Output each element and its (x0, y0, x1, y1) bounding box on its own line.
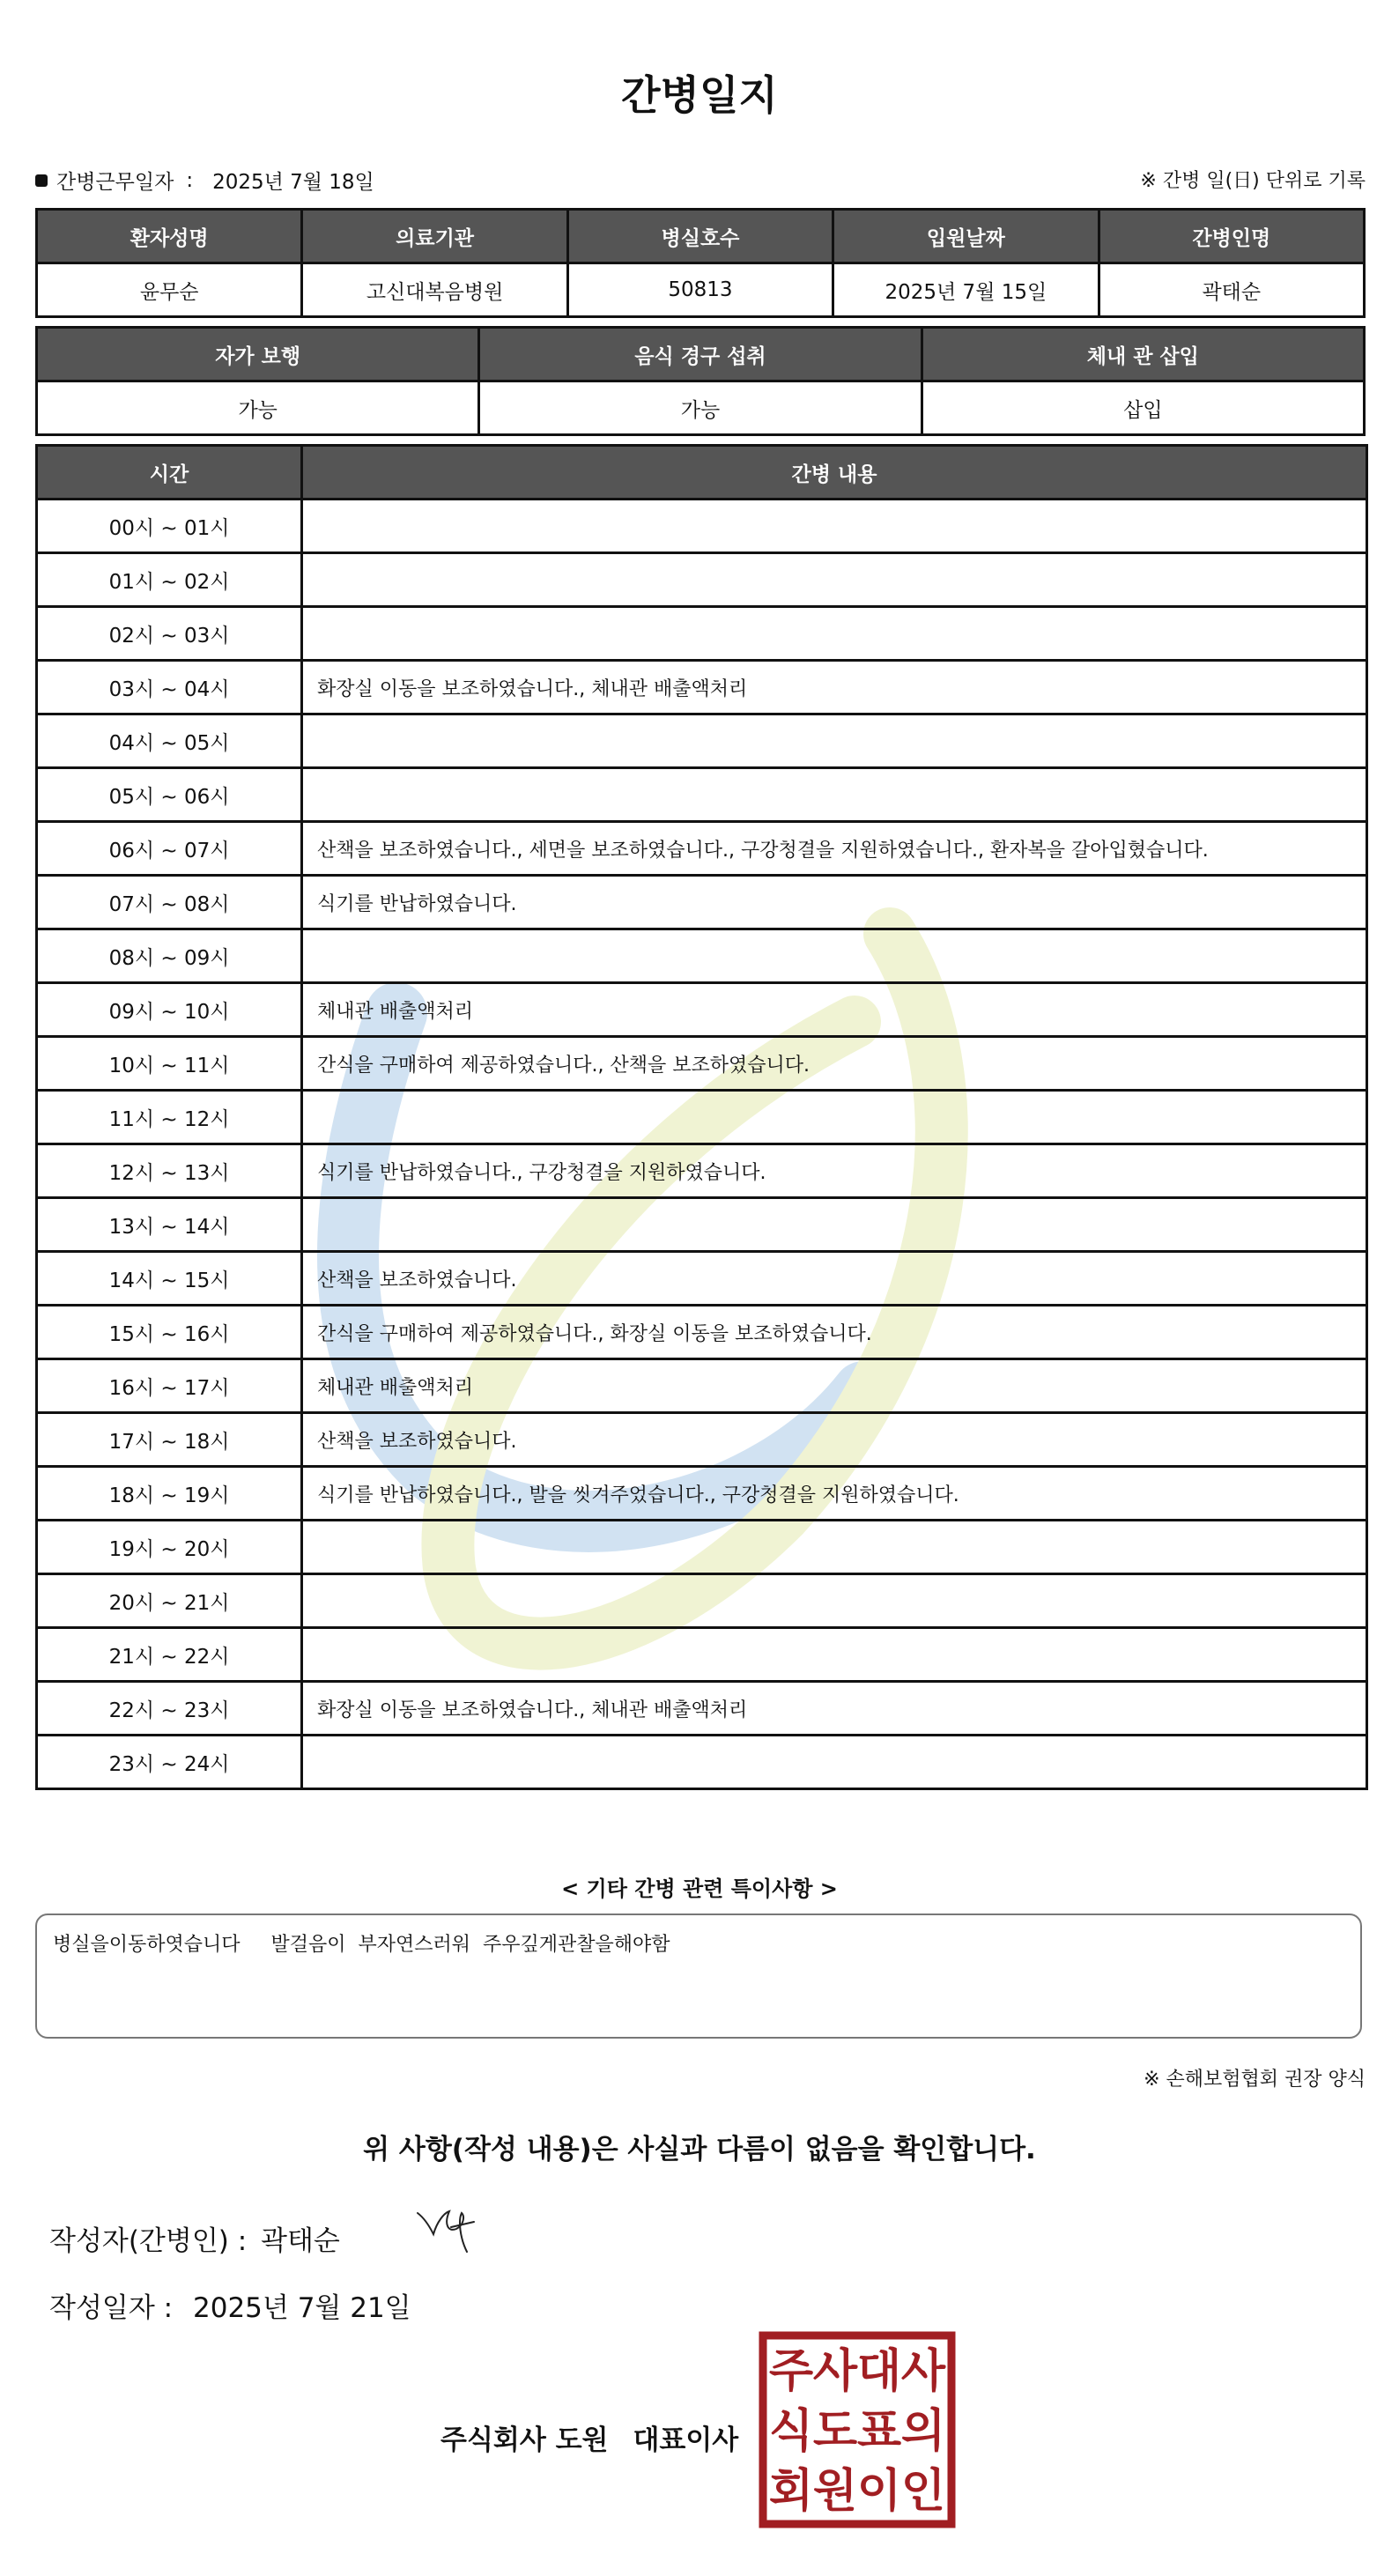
care-content-cell (302, 1736, 1367, 1789)
seal-character: 이 (856, 2465, 902, 2518)
time-cell: 15시 ~ 16시 (37, 1306, 302, 1359)
patient-name: 윤무순 (37, 263, 302, 317)
written-date-line (49, 2285, 411, 2325)
care-content-cell (302, 1574, 1367, 1628)
header-patient-name: 환자성명 (37, 210, 302, 263)
hospital-name: 고신대복음병원 (302, 263, 567, 317)
table-row (37, 500, 1367, 553)
care-content-cell: 간식을 구매하여 제공하였습니다., 화장실 이동을 보조하였습니다. (302, 1306, 1367, 1359)
care-content-cell (302, 1521, 1367, 1574)
table-row (37, 1037, 1367, 1091)
care-log-table (35, 444, 1368, 1790)
admission-date: 2025년 7월 15일 (833, 263, 1099, 317)
table-row (37, 661, 1367, 714)
care-content-cell (302, 500, 1367, 553)
confirmation-statement: 위 사항(작성 내용)은 사실과 다름이 없음을 확인합니다. (363, 2134, 1036, 2165)
table-row (37, 768, 1367, 822)
time-cell: 11시 ~ 12시 (37, 1091, 302, 1144)
table-row (37, 1091, 1367, 1144)
time-cell: 22시 ~ 23시 (37, 1682, 302, 1736)
time-cell: 17시 ~ 18시 (37, 1413, 302, 1467)
care-content-cell: 식기를 반납하였습니다. (302, 876, 1367, 929)
time-cell: 00시 ~ 01시 (37, 500, 302, 553)
table-row (37, 1736, 1367, 1789)
care-content-cell: 식기를 반납하였습니다., 구강청결을 지원하였습니다. (302, 1144, 1367, 1198)
table-row (37, 1252, 1367, 1306)
time-cell: 13시 ~ 14시 (37, 1198, 302, 1252)
time-cell: 02시 ~ 03시 (37, 607, 302, 661)
table-row (37, 983, 1367, 1037)
patient-info-table (35, 208, 1366, 318)
table-row (37, 714, 1367, 768)
time-cell: 01시 ~ 02시 (37, 553, 302, 607)
work-date-separator: : (186, 168, 194, 192)
seal-character: 원 (812, 2465, 858, 2518)
care-log-body (37, 500, 1367, 1789)
table-row (37, 1628, 1367, 1682)
care-content-cell: 산책을 보조하였습니다., 세면을 보조하였습니다., 구강청결을 지원하였습니다., 환자복을 갈아입혔습니다. (302, 822, 1367, 876)
time-cell: 19시 ~ 20시 (37, 1521, 302, 1574)
care-content-cell: 산책을 보조하였습니다. (302, 1252, 1367, 1306)
table-row (37, 1144, 1367, 1198)
time-cell: 10시 ~ 11시 (37, 1037, 302, 1091)
work-date-value: 2025년 7월 18일 (212, 171, 374, 194)
care-content-cell (302, 607, 1367, 661)
seal-character: 사 (812, 2345, 858, 2398)
seal-character: 회 (768, 2465, 814, 2518)
care-content-cell (302, 1198, 1367, 1252)
care-content-cell: 간식을 구매하여 제공하였습니다., 산책을 보조하였습니다. (302, 1037, 1367, 1091)
care-content-cell (302, 929, 1367, 983)
unit-note: ※ 간병 일(日) 단위로 기록 (1140, 170, 1366, 192)
header-caregiver: 간병인명 (1099, 210, 1364, 263)
writer-name: 곽태순 (261, 2225, 340, 2257)
table-row (37, 553, 1367, 607)
care-content-cell: 화장실 이동을 보조하였습니다., 체내관 배출액처리 (302, 661, 1367, 714)
time-cell: 05시 ~ 06시 (37, 768, 302, 822)
seal-character: 표 (856, 2405, 902, 2458)
seal-character: 도 (812, 2405, 858, 2458)
tube-status: 삽입 (922, 381, 1364, 435)
writer-label: 작성자(간병인) : (49, 2225, 248, 2257)
care-content-cell: 화장실 이동을 보조하였습니다., 체내관 배출액처리 (302, 1682, 1367, 1736)
seal-character: 주 (768, 2345, 814, 2398)
table-row (37, 1574, 1367, 1628)
time-cell: 23시 ~ 24시 (37, 1736, 302, 1789)
table-row (37, 1198, 1367, 1252)
header-admission-date: 입원날짜 (833, 210, 1099, 263)
table-row (37, 1306, 1367, 1359)
care-content-cell (302, 553, 1367, 607)
company-seal (758, 2330, 957, 2529)
care-content-cell: 산책을 보조하였습니다. (302, 1413, 1367, 1467)
time-cell: 16시 ~ 17시 (37, 1359, 302, 1413)
patient-status-table (35, 326, 1366, 436)
table-row (37, 822, 1367, 876)
caregiver-name: 곽태순 (1099, 263, 1364, 317)
care-content-cell (302, 1091, 1367, 1144)
care-content-cell (302, 768, 1367, 822)
seal-character: 의 (900, 2405, 946, 2458)
table-row (37, 1413, 1367, 1467)
written-date-label: 작성일자 : (49, 2292, 174, 2324)
time-cell: 07시 ~ 08시 (37, 876, 302, 929)
room-number: 50813 (567, 263, 833, 317)
time-cell: 12시 ~ 13시 (37, 1144, 302, 1198)
notes-title: < 기타 간병 관련 특이사항 > (561, 1876, 838, 1901)
header-time: 시간 (37, 446, 302, 500)
header-tube: 체내 관 삽입 (922, 328, 1364, 381)
company-role: 대표이사 (633, 2424, 739, 2456)
time-cell: 20시 ~ 21시 (37, 1574, 302, 1628)
table-row (37, 1467, 1367, 1521)
table-row (37, 607, 1367, 661)
seal-character: 인 (900, 2465, 946, 2518)
signature-image (414, 2202, 485, 2255)
header-hospital: 의료기관 (302, 210, 567, 263)
header-care-content: 간병 내용 (302, 446, 1367, 500)
table-row (37, 876, 1367, 929)
table-row (37, 1359, 1367, 1413)
time-cell: 08시 ~ 09시 (37, 929, 302, 983)
time-cell: 06시 ~ 07시 (37, 822, 302, 876)
work-date (35, 166, 374, 195)
oral-intake-status: 가능 (479, 381, 922, 435)
bullet-icon (35, 174, 48, 187)
care-content-cell (302, 1628, 1367, 1682)
header-oral-intake: 음식 경구 섭취 (479, 328, 922, 381)
care-content-cell: 식기를 반납하였습니다., 발을 씻겨주었습니다., 구강청결을 지원하였습니다. (302, 1467, 1367, 1521)
seal-character: 사 (900, 2345, 946, 2398)
header-room: 병실호수 (567, 210, 833, 263)
time-cell: 18시 ~ 19시 (37, 1467, 302, 1521)
table-row (37, 929, 1367, 983)
seal-character: 대 (856, 2345, 902, 2398)
time-cell: 14시 ~ 15시 (37, 1252, 302, 1306)
header-walking: 자가 보행 (37, 328, 479, 381)
table-row (37, 1682, 1367, 1736)
company-line (440, 2417, 738, 2457)
table-row (37, 1521, 1367, 1574)
writer-line (49, 2218, 340, 2258)
work-date-label: 간병근무일자 (56, 171, 174, 194)
walking-status: 가능 (37, 381, 479, 435)
time-cell: 03시 ~ 04시 (37, 661, 302, 714)
time-cell: 04시 ~ 05시 (37, 714, 302, 768)
care-content-cell (302, 714, 1367, 768)
form-note: ※ 손해보험협회 권장 양식 (1144, 2069, 1366, 2091)
seal-character: 식 (768, 2405, 814, 2458)
time-cell: 09시 ~ 10시 (37, 983, 302, 1037)
company-name: 주식회사 도원 (440, 2424, 609, 2456)
care-content-cell: 체내관 배출액처리 (302, 1359, 1367, 1413)
written-date-value: 2025년 7월 21일 (193, 2292, 411, 2324)
page-title: 간병일지 (621, 71, 778, 119)
time-cell: 21시 ~ 22시 (37, 1628, 302, 1682)
notes-box: 병실을이동하엿습니다 발걸음이 부자연스러워 주우깊게관찰을해야함 (35, 1913, 1362, 2039)
care-content-cell: 체내관 배출액처리 (302, 983, 1367, 1037)
